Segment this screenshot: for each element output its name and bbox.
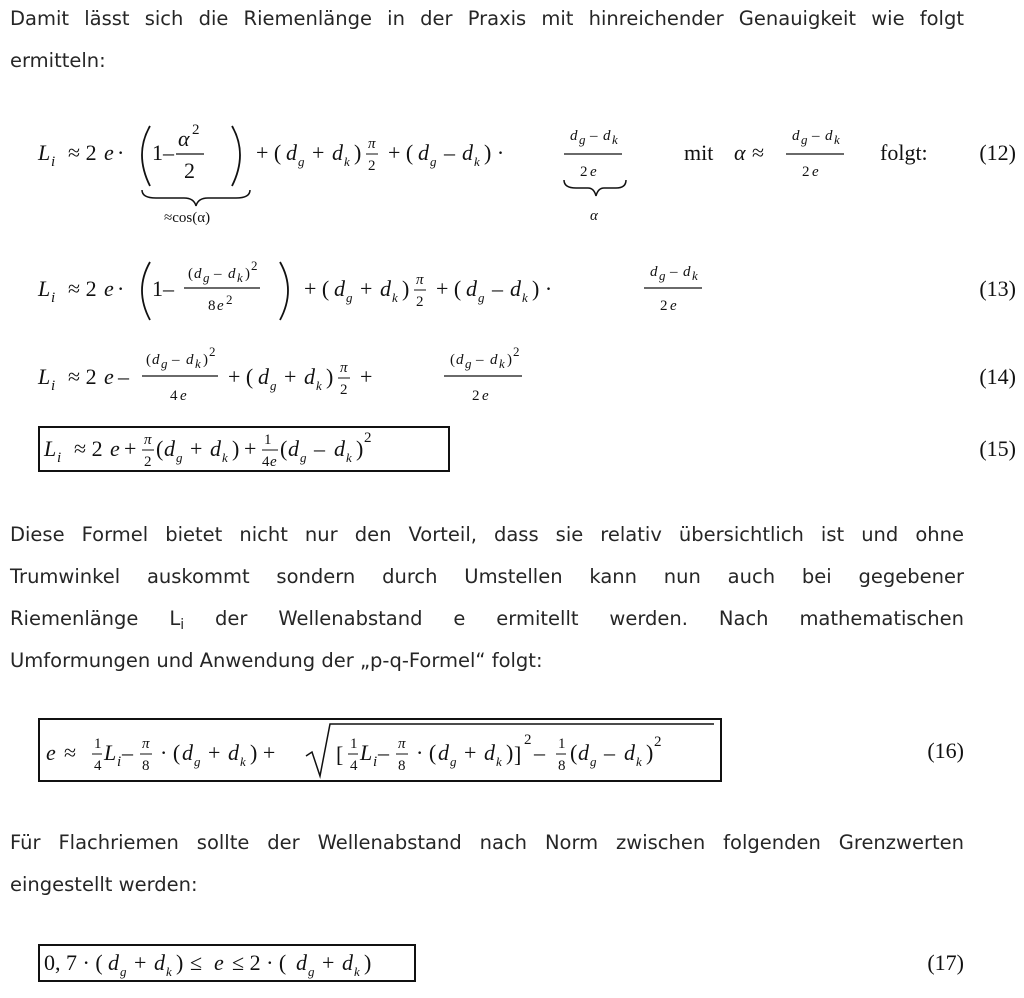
svg-text:d: d — [825, 128, 833, 144]
svg-text:–: – — [604, 740, 615, 765]
equation-15-formula — [38, 426, 458, 474]
svg-text:): ) — [356, 436, 364, 461]
svg-text:): ) — [203, 352, 208, 368]
svg-text:d: d — [570, 128, 578, 144]
svg-text:+ (: + ( — [436, 276, 462, 301]
equation-12-formula — [38, 110, 978, 230]
svg-text:i: i — [117, 754, 122, 770]
equation-16 — [38, 718, 1016, 784]
svg-text:g: g — [450, 754, 457, 769]
svg-text:+: + — [312, 140, 325, 165]
svg-text:i: i — [57, 450, 62, 466]
svg-text:(: ( — [146, 352, 151, 368]
svg-text:d: d — [438, 740, 449, 765]
norm-line-2: eingestellt werden: — [10, 873, 198, 896]
svg-text:k: k — [392, 290, 398, 305]
svg-text:g: g — [194, 754, 201, 769]
formula-line-1: Diese Formel bietet nicht nur den Vorteil, dass sie relativ übersichtlich ist und ohne — [10, 523, 964, 546]
svg-text:d: d — [578, 740, 589, 765]
svg-text:e: e — [104, 364, 114, 389]
svg-text:d: d — [624, 740, 635, 765]
svg-text:–: – — [590, 128, 598, 144]
equation-14 — [38, 340, 1016, 410]
svg-text:): ) — [507, 352, 512, 368]
svg-text:≈ 2: ≈ 2 — [74, 436, 103, 461]
svg-text:d: d — [182, 740, 193, 765]
svg-text:2: 2 — [364, 430, 372, 446]
svg-text:4: 4 — [262, 454, 270, 470]
svg-text:2: 2 — [368, 158, 376, 174]
svg-text:]: ] — [514, 742, 522, 767]
svg-text:≤: ≤ — [190, 950, 203, 975]
formula-line-2: Trumwinkel auskommt sondern durch Umstellen kann nun auch bei gegebener — [10, 565, 964, 588]
svg-text:–: – — [812, 128, 820, 144]
svg-text:d: d — [462, 140, 473, 165]
svg-text:2: 2 — [416, 294, 424, 310]
svg-text:8: 8 — [398, 758, 406, 774]
svg-text:k: k — [354, 964, 360, 979]
svg-text:): ) — [245, 266, 250, 282]
formula-paragraph — [10, 514, 964, 682]
svg-text:g: g — [590, 754, 597, 769]
svg-text:π: π — [398, 736, 406, 752]
svg-text:8: 8 — [142, 758, 150, 774]
svg-text:·: · — [117, 276, 125, 301]
svg-text:g: g — [478, 290, 485, 305]
svg-text:d: d — [603, 128, 611, 144]
equation-13-formula — [38, 258, 798, 322]
svg-text:2: 2 — [226, 292, 233, 307]
svg-text:e: e — [217, 298, 224, 314]
svg-text:d: d — [456, 352, 464, 368]
equation-15 — [38, 426, 1016, 474]
svg-text:): ) — [364, 950, 372, 975]
svg-text:d: d — [288, 436, 299, 461]
svg-text:(: ( — [156, 436, 164, 461]
svg-text:d: d — [286, 140, 297, 165]
svg-text:): ) — [646, 740, 654, 765]
svg-text:d: d — [510, 276, 521, 301]
folgt-label: folgt: — [880, 140, 928, 165]
svg-text:d: d — [304, 364, 315, 389]
equation-16-formula — [38, 718, 738, 784]
svg-text:): ) — [176, 950, 184, 975]
svg-text:g: g — [659, 268, 666, 283]
equation-13-number: (13) — [979, 276, 1016, 301]
svg-text:(: ( — [450, 352, 455, 368]
svg-text:g: g — [579, 132, 586, 147]
svg-text:d: d — [152, 352, 160, 368]
svg-text:0, 7 · (: 0, 7 · ( — [44, 950, 103, 975]
svg-text:e: e — [590, 164, 597, 180]
intro-paragraph — [10, 0, 964, 82]
svg-text:): ) — [326, 364, 334, 389]
svg-text:2: 2 — [192, 122, 200, 138]
svg-text:+ (: + ( — [256, 140, 282, 165]
svg-text:) ·: ) · — [532, 276, 553, 301]
svg-text:k: k — [834, 132, 840, 147]
svg-text:): ) — [506, 740, 514, 765]
svg-text:+: + — [134, 950, 147, 975]
svg-text:+: + — [284, 364, 297, 389]
svg-text:d: d — [164, 436, 175, 461]
svg-text:1–: 1– — [152, 276, 174, 301]
svg-text:–: – — [534, 740, 545, 765]
svg-text:k: k — [316, 378, 322, 393]
svg-text:d: d — [418, 140, 429, 165]
intro-line-2: ermitteln: — [10, 49, 106, 72]
equation-14-number: (14) — [979, 364, 1016, 389]
svg-text:L: L — [38, 140, 51, 165]
svg-text:[: [ — [336, 742, 344, 767]
svg-text:1: 1 — [350, 736, 358, 752]
svg-text:2: 2 — [660, 298, 668, 314]
svg-text:+: + — [464, 740, 477, 765]
svg-text:k: k — [522, 290, 528, 305]
svg-text:g: g — [176, 450, 183, 465]
svg-text:2: 2 — [144, 454, 152, 470]
svg-text:k: k — [195, 356, 201, 371]
svg-text:) +: ) + — [250, 740, 276, 765]
formula-line-4: Umformungen und Anwendung der „p-q-Formel“ folgt: — [10, 649, 543, 672]
svg-text:g: g — [120, 964, 127, 979]
svg-text:L: L — [44, 436, 57, 461]
svg-text:e: e — [104, 140, 114, 165]
svg-text:2: 2 — [802, 164, 810, 180]
equation-17 — [38, 944, 1016, 984]
formula-line-3: Riemenlänge $L_i$ der Wellenabstand e ermitellt werden. Nach mathematischen — [10, 607, 964, 633]
svg-text:k: k — [496, 754, 502, 769]
svg-text:d: d — [228, 740, 239, 765]
svg-text:L: L — [38, 276, 51, 301]
svg-text:k: k — [346, 450, 352, 465]
svg-text:e: e — [482, 388, 489, 404]
svg-text:· (: · ( — [160, 740, 181, 765]
svg-text:d: d — [228, 266, 236, 282]
under-alpha-label: α — [590, 208, 598, 224]
svg-text:+: + — [360, 364, 373, 389]
svg-text:d: d — [154, 950, 165, 975]
svg-text:(: ( — [570, 740, 578, 765]
svg-text:·: · — [117, 140, 125, 165]
mit-label: mit — [684, 140, 714, 165]
svg-text:–: – — [172, 352, 180, 368]
svg-text:e: e — [670, 298, 677, 314]
intro-line-1: Damit lässt sich die Riemenlänge in der Praxis mit hinreichender Genauigkeit wie folgt — [10, 7, 964, 30]
svg-text:L: L — [104, 740, 117, 765]
svg-text:4: 4 — [350, 758, 358, 774]
svg-text:d: d — [334, 276, 345, 301]
equation-13 — [38, 258, 1016, 322]
under-cos-label: ≈cos(α) — [164, 210, 211, 226]
svg-text:1: 1 — [264, 432, 272, 448]
svg-text:d: d — [466, 276, 477, 301]
svg-text:d: d — [484, 740, 495, 765]
svg-text:k: k — [474, 154, 480, 169]
svg-text:k: k — [499, 356, 505, 371]
svg-text:d: d — [792, 128, 800, 144]
svg-text:k: k — [636, 754, 642, 769]
svg-text:+ (: + ( — [228, 364, 254, 389]
svg-text:g: g — [308, 964, 315, 979]
svg-text:d: d — [334, 436, 345, 461]
svg-text:d: d — [490, 352, 498, 368]
svg-text:d: d — [258, 364, 269, 389]
svg-text:≈ 2: ≈ 2 — [68, 140, 97, 165]
svg-text:≈: ≈ — [752, 140, 765, 165]
svg-text:g: g — [465, 356, 472, 371]
svg-text:d: d — [108, 950, 119, 975]
svg-text:–: – — [314, 436, 325, 461]
svg-text:i: i — [51, 154, 56, 170]
svg-text:2: 2 — [340, 382, 348, 398]
svg-text:d: d — [650, 264, 658, 280]
svg-text:2: 2 — [251, 258, 258, 273]
svg-text:+: + — [124, 436, 137, 461]
svg-text:–: – — [444, 140, 455, 165]
svg-text:): ) — [402, 276, 410, 301]
svg-text:+ (: + ( — [388, 140, 414, 165]
svg-text:+: + — [322, 950, 335, 975]
equation-12-number: (12) — [979, 140, 1016, 165]
svg-text:d: d — [332, 140, 343, 165]
svg-text:π: π — [340, 360, 348, 376]
svg-text:d: d — [683, 264, 691, 280]
svg-text:k: k — [166, 964, 172, 979]
svg-text:d: d — [296, 950, 307, 975]
equation-17-formula — [38, 944, 438, 984]
svg-text:2: 2 — [513, 344, 520, 359]
svg-text:+: + — [244, 436, 257, 461]
svg-text:g: g — [161, 356, 168, 371]
svg-text:e: e — [270, 454, 277, 470]
svg-text:–: – — [670, 264, 678, 280]
svg-text:k: k — [240, 754, 246, 769]
svg-text:π: π — [416, 272, 424, 288]
svg-text:L: L — [38, 364, 51, 389]
svg-text:1–: 1– — [152, 140, 174, 165]
svg-text:α: α — [734, 140, 746, 165]
svg-text:π: π — [144, 432, 152, 448]
equation-17-number: (17) — [927, 950, 964, 975]
svg-text:g: g — [270, 378, 277, 393]
svg-text:g: g — [801, 132, 808, 147]
svg-text:): ) — [354, 140, 362, 165]
svg-text:· (: · ( — [416, 740, 437, 765]
svg-text:d: d — [194, 266, 202, 282]
equation-16-number: (16) — [927, 738, 964, 763]
svg-text:≈ 2: ≈ 2 — [68, 276, 97, 301]
svg-text:e: e — [110, 436, 120, 461]
norm-paragraph — [10, 822, 964, 906]
svg-text:2: 2 — [524, 732, 532, 748]
svg-text:2: 2 — [654, 734, 662, 750]
svg-text:k: k — [692, 268, 698, 283]
svg-text:e: e — [180, 388, 187, 404]
svg-text:≈: ≈ — [64, 740, 77, 765]
svg-text:–: – — [118, 364, 129, 389]
svg-text:≤ 2 · (: ≤ 2 · ( — [232, 950, 287, 975]
svg-text:k: k — [344, 154, 350, 169]
svg-text:2: 2 — [472, 388, 480, 404]
svg-text:–: – — [214, 266, 222, 282]
svg-text:) ·: ) · — [484, 140, 505, 165]
svg-text:k: k — [237, 270, 243, 285]
svg-text:–: – — [122, 740, 133, 765]
svg-text:e: e — [104, 276, 114, 301]
svg-text:g: g — [430, 154, 437, 169]
svg-text:≈ 2: ≈ 2 — [68, 364, 97, 389]
svg-text:g: g — [346, 290, 353, 305]
svg-text:8: 8 — [558, 758, 566, 774]
svg-text:i: i — [51, 290, 56, 306]
norm-line-1: Für Flachriemen sollte der Wellenabstand nach Norm zwischen folgenden Grenzwerten — [10, 831, 964, 854]
svg-text:4: 4 — [94, 758, 102, 774]
svg-text:(: ( — [280, 436, 288, 461]
svg-text:d: d — [380, 276, 391, 301]
svg-text:i: i — [51, 378, 56, 394]
svg-text:+ (: + ( — [304, 276, 330, 301]
svg-text:e: e — [46, 740, 56, 765]
svg-text:L: L — [360, 740, 373, 765]
svg-text:e: e — [812, 164, 819, 180]
svg-text:g: g — [300, 450, 307, 465]
svg-text:8: 8 — [208, 298, 216, 314]
equation-15-number: (15) — [979, 436, 1016, 461]
svg-text:): ) — [232, 436, 240, 461]
svg-text:1: 1 — [94, 736, 102, 752]
svg-text:2: 2 — [184, 158, 195, 183]
svg-text:–: – — [476, 352, 484, 368]
svg-text:g: g — [298, 154, 305, 169]
svg-text:d: d — [210, 436, 221, 461]
svg-text:+: + — [208, 740, 221, 765]
svg-text:α: α — [178, 126, 190, 151]
svg-text:k: k — [222, 450, 228, 465]
svg-text:2: 2 — [209, 344, 216, 359]
svg-text:(: ( — [188, 266, 193, 282]
svg-text:d: d — [186, 352, 194, 368]
svg-text:+: + — [360, 276, 373, 301]
svg-text:k: k — [612, 132, 618, 147]
equation-14-formula — [38, 340, 638, 410]
svg-text:1: 1 — [558, 736, 566, 752]
svg-text:g: g — [203, 270, 210, 285]
svg-text:π: π — [142, 736, 150, 752]
svg-text:2: 2 — [580, 164, 588, 180]
svg-text:4: 4 — [170, 388, 178, 404]
svg-text:i: i — [373, 754, 378, 770]
equation-12 — [38, 110, 1016, 230]
svg-text:d: d — [342, 950, 353, 975]
svg-text:–: – — [492, 276, 503, 301]
svg-text:–: – — [378, 740, 389, 765]
svg-text:+: + — [190, 436, 203, 461]
svg-text:e: e — [214, 950, 224, 975]
svg-text:π: π — [368, 136, 376, 152]
